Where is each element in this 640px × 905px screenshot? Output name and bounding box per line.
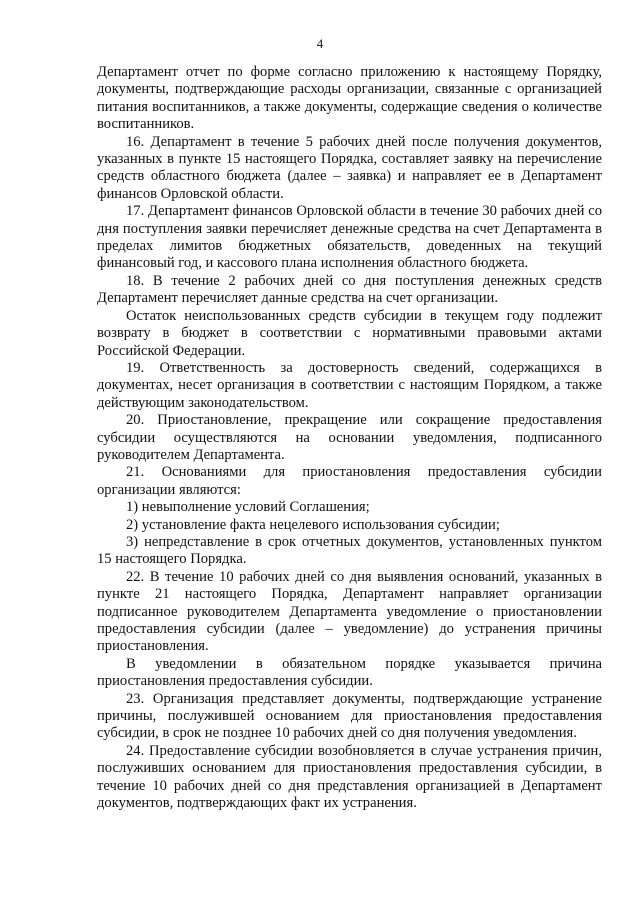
paragraph-22: 22. В течение 10 рабочих дней со дня выявления оснований, указанных в пункте 21 настоящего Порядка, Департамент направляет организации подписанное руководителем Департамента уведомление о приостановлении предоставления субсидии (далее – уведомление) до устранения причины приостановления.: [97, 568, 602, 655]
paragraph-20: 20. Приостановление, прекращение или сокращение предоставления субсидии осуществляются на основании уведомления, подписанного руководителем Департамента.: [97, 412, 602, 463]
paragraph-16: 16. Департамент в течение 5 рабочих дней после получения документов, указанных в пункте 15 настоящего Порядка, составляет заявку на перечисление средств областного бюджета (далее – заявка) и направляет ее в Департамент финансов Орловской области.: [97, 133, 602, 202]
paragraph-18: 18. В течение 2 рабочих дней со дня поступления денежных средств Департамент перечисляет данные средства на счет организации.: [97, 272, 602, 307]
list-item-21-3: 3) непредставление в срок отчетных документов, установленных пунктом 15 настоящего Порядка.: [97, 533, 602, 568]
paragraph-21: 21. Основаниями для приостановления предоставления субсидии организации являются:: [97, 464, 602, 498]
paragraph-19: 19. Ответственность за достоверность сведений, содержащихся в документах, несет организация в соответствии с настоящим Порядком, а также действующим законодательством.: [97, 359, 602, 411]
paragraph-continuation: Департамент отчет по форме согласно приложению к настоящему Порядку, документы, подтверждающие расходы организации, связанные с организацией питания воспитанников, а также документы, содержащие сведения о количестве воспитанников.: [97, 64, 602, 133]
paragraph-24: 24. Предоставление субсидии возобновляется в случае устранения причин, послуживших основанием для приостановления предоставления субсидии, в течение 10 рабочих дней со дня представления организацией в Департамент документов, подтверждающих факт их устранения.: [97, 742, 602, 812]
document-body: [97, 64, 602, 812]
paragraph-22-notice: В уведомлении в обязательном порядке указывается причина приостановления предоставления субсидии.: [97, 655, 602, 690]
page-number: 4: [316, 36, 324, 51]
paragraph-23: 23. Организация представляет документы, подтверждающие устранение причины, послужившей основанием для приостановления предоставления субсидии, в срок не позднее 10 рабочих дней со дня получения уведомления.: [97, 690, 602, 742]
list-item-21-2: 2) установление факта нецелевого использования субсидии;: [126, 516, 500, 533]
paragraph-17: 17. Департамент финансов Орловской области в течение 30 рабочих дней со дня поступления заявки перечисляет денежные средства на счет Департамента в пределах лимитов бюджетных обязательств, доведенных на текущий финансовый год, и кассового плана исполнения областного бюджета.: [97, 203, 602, 272]
list-item-21-1: 1) невыполнение условий Соглашения;: [126, 499, 370, 516]
paragraph-18-remainder: Остаток неиспользованных средств субсидии в текущем году подлежит возврату в бюджет в соответствии с нормативными правовыми актами Российской Федерации.: [97, 307, 602, 359]
